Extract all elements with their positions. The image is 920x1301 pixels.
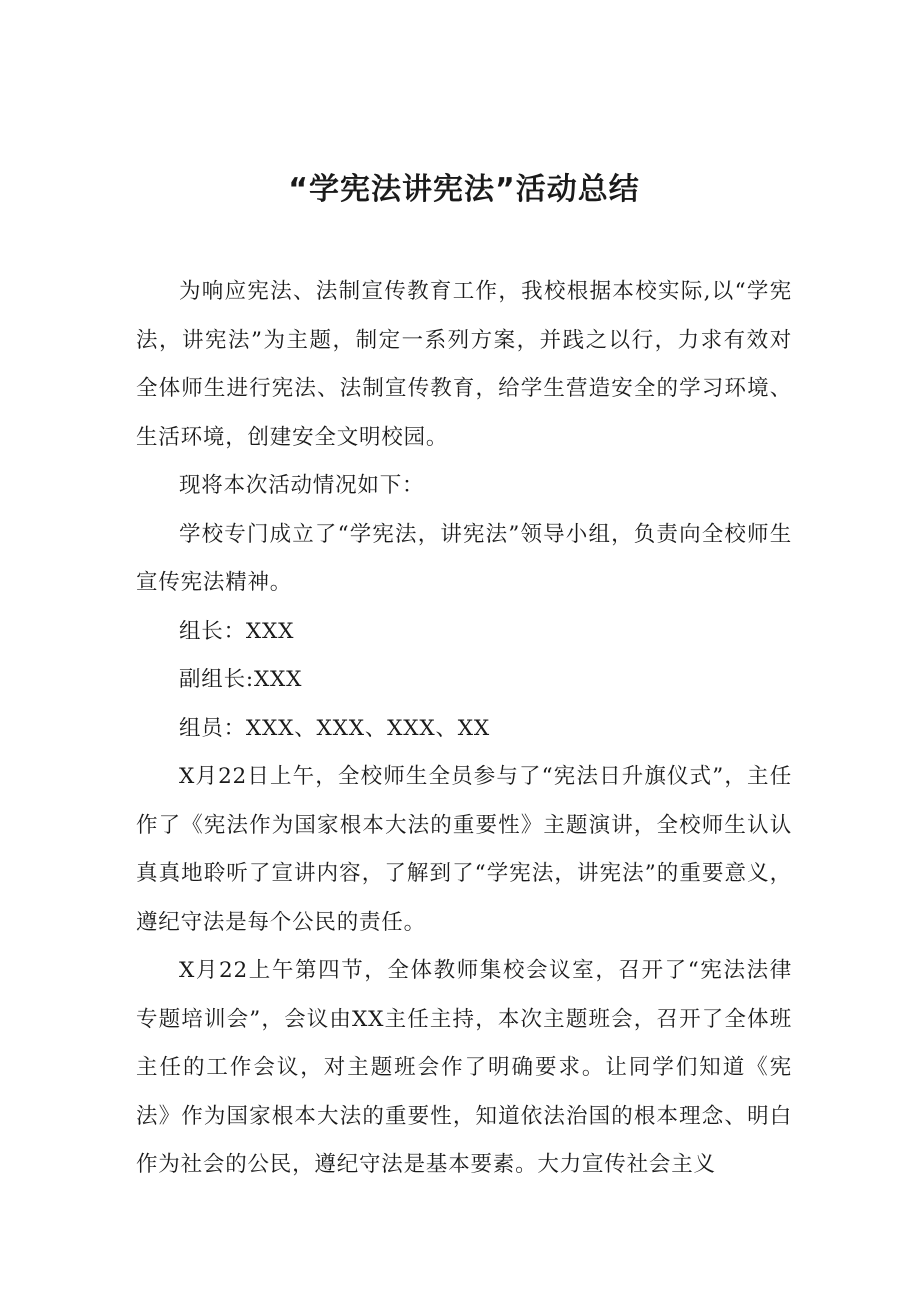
paragraph-training-meeting: X月22上午第四节，全体教师集校会议室，召开了“宪法法律专题培训会”，会议由XX主任主持，本次主题班会，召开了全体班主任的工作会议，对主题班会作了明确要求。让同学们知道《宪法》作为国家根本大法的重要性，知道依法治国的根本理念、明白作为社会的公民，遵纪守法是基本要素。大力宣传社会主义 bbox=[136, 958, 792, 1177]
paragraph-intro: 为响应宪法、法制宣传教育工作，我校根据本校实际,以“学宪法，讲宪法”为主题，制定一系列方案，并践之以行，力求有效对全体师生进行宪法、法制宣传教育，给学生营造安全的学习环境、生活环境，创建安全文明校园。 bbox=[136, 279, 792, 450]
paragraph-leadership-group: 学校专门成立了“学宪法，讲宪法”领导小组，负责向全校师生宣传宪法精神。 bbox=[136, 521, 792, 595]
paragraph-deputy-leader: 副组长:XXX bbox=[179, 667, 303, 692]
paragraph-overview: 现将本次活动情况如下： bbox=[179, 473, 425, 498]
paragraph-flag-ceremony: X月22日上午，全校师生全员参与了“宪法日升旗仪式”，主任作了《宪法作为国家根本大法的重要性》主题演讲，全校师生认认真真地聆听了宣讲内容，了解到了“学宪法，讲宪法”的重要意义，遵纪守法是每个公民的责任。 bbox=[136, 764, 792, 935]
document-title: “学宪法讲宪法”活动总结 bbox=[288, 172, 640, 207]
paragraph-group-members: 组员：XXX、XXX、XXX、XX bbox=[179, 715, 490, 741]
paragraph-group-leader: 组长：XXX bbox=[179, 618, 295, 644]
document-body bbox=[136, 268, 792, 1190]
